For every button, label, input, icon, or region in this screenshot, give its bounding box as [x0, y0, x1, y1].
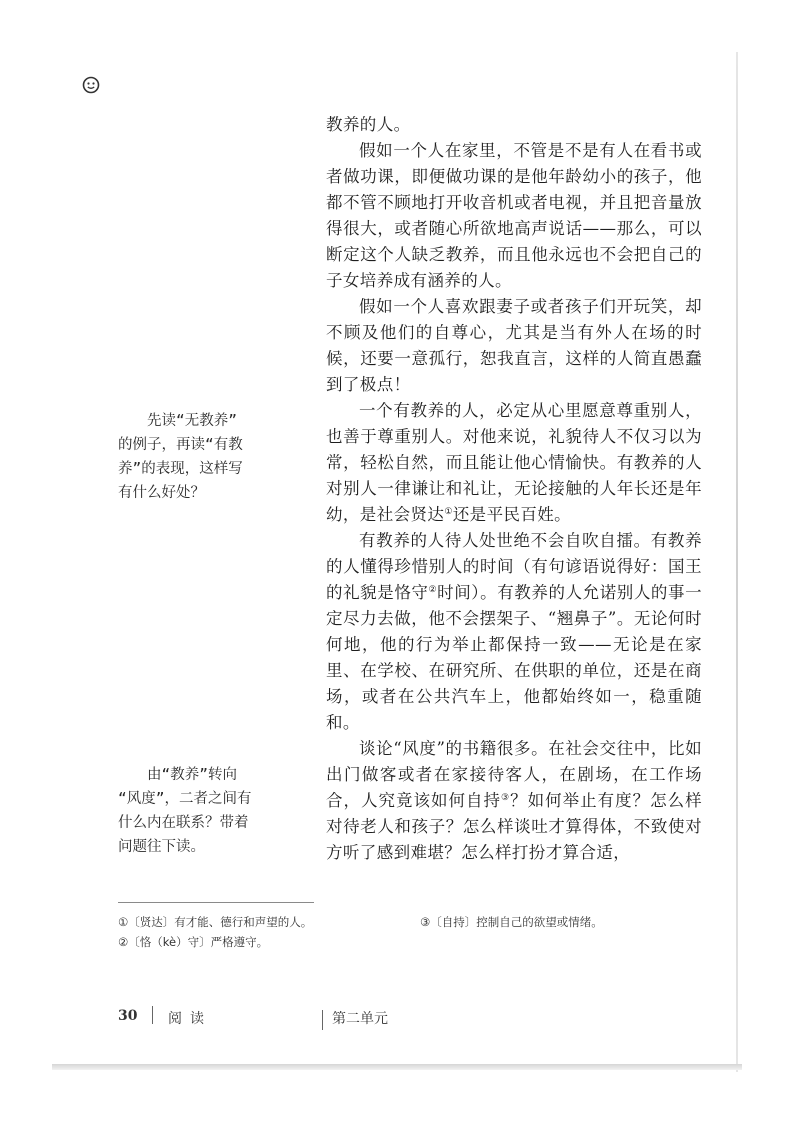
paragraph-2: 假如一个人喜欢跟妻子或者孩子们开玩笑，却不顾及他们的自尊心，尤其是当有外人在场的时候，还要一意孤行，恕我直言，这样的人简直愚蠢到了极点！ — [326, 297, 702, 394]
paragraph-5-text-a: 谈论“风度”的书籍很多。在社会交往中，比如出门做客或者在家接待客人，在剧场，在工作场合，人究竟该如何自持 — [326, 739, 702, 810]
footnotes-left — [118, 912, 312, 952]
paragraph-3 — [326, 398, 702, 528]
footnote-1: ①〔贤达〕有才能、德行和声望的人。 — [118, 915, 313, 929]
footnote-3: ③〔自持〕控制自己的欲望或情绪。 — [420, 915, 603, 929]
footnote-marker-1: ① — [444, 507, 453, 517]
side-note-1-line: 有什么好处？ — [118, 485, 205, 501]
side-note-1 — [118, 409, 294, 505]
side-note-2-line: 什么内在联系？带着 — [118, 815, 249, 831]
scan-edge-shadow — [736, 52, 738, 1072]
side-note-1-line: 的例子，再读“有教 — [118, 437, 243, 453]
footnote-marker-3: ③ — [501, 793, 511, 803]
paragraph-3-text-a: 一个有教养的人，必定从心里愿意尊重别人，也善于尊重别人。对他来说，礼貌待人不仅习以为常，轻松自然，而且能让他心情愉快。有教养的人对别人一律谦让和礼让，无论接触的人年长还是年幼，是社会贤达 — [326, 401, 702, 524]
side-note-2 — [118, 763, 294, 859]
paragraph-4 — [326, 528, 702, 736]
paragraph-5 — [326, 736, 702, 866]
side-note-2-line: 由“教养”转向 — [147, 767, 237, 783]
page-number: 30 — [118, 1008, 138, 1024]
main-text — [326, 112, 702, 866]
paragraph-4-text-b: 时间）。有教养的人允诺别人的事一定尽力去做，他不会摆架子、“翘鼻子”。无论何时何地，他的行为举止都保持一致——无论是在家里、在学校、在研究所、在供职的单位，还是在商场，或者在公共汽车上，他都始终如一，稳重随和。 — [326, 583, 702, 732]
footer-divider-left — [152, 1006, 153, 1024]
side-note-2-line: 问题往下读。 — [118, 839, 205, 855]
side-note-1-line: 先读“无教养” — [147, 413, 237, 429]
paragraph-5-text-b: ？如何举止有度？怎么样对待老人和孩子？怎么样谈吐才算得体，不致使对方听了感到难堪？怎么样打扮才算合适， — [326, 791, 703, 862]
paragraph-4-text-a: 有教养的人待人处世绝不会自吹自擂。有教养的人懂得珍惜别人的时间（有句谚语说得好：国王的礼貌是恪守 — [326, 531, 702, 602]
paragraph-0: 教养的人。 — [326, 115, 411, 134]
footnote-marker-2: ② — [428, 585, 438, 595]
smiley-face-icon — [82, 76, 100, 94]
side-note-2-line: “风度”，二者之间有 — [118, 791, 252, 807]
bottom-edge-shadow — [52, 1064, 742, 1070]
side-note-1-line: 养”的表现，这样写 — [118, 461, 243, 477]
paragraph-1: 假如一个人在家里，不管是不是有人在看书或者做功课，即便做功课的是他年龄幼小的孩子，他都不管不顾地打开收音机或者电视，并且把音量放得很大，或者随心所欲地高声说话——那么，可以断定这个人缺乏教养，而且他永远也不会把自己的子女培养成有涵养的人。 — [326, 141, 702, 290]
footer-section-title: 阅读 — [168, 1011, 212, 1027]
paragraph-3-text-b: 还是平民百姓。 — [452, 505, 572, 524]
footnote-2: ②〔恪（kè）守〕严格遵守。 — [118, 935, 269, 949]
footnote-divider — [118, 902, 314, 903]
footer-unit-title: 第二单元 — [332, 1011, 388, 1027]
footer-divider-right — [322, 1010, 323, 1030]
